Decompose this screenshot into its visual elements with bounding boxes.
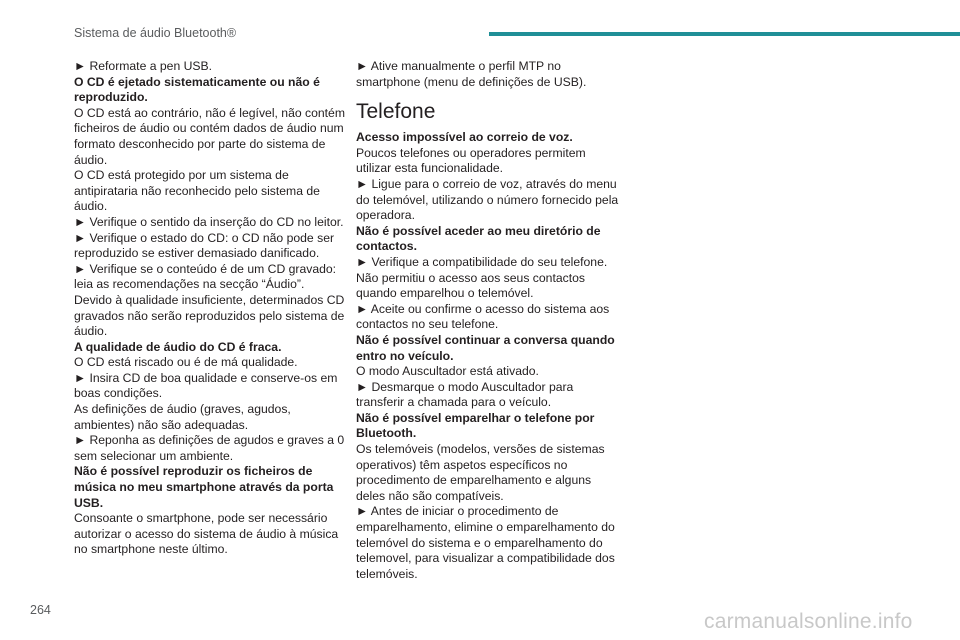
- question-heading: Não é possível emparelhar o telefone por Bluetooth.: [356, 410, 595, 441]
- question-heading: O CD é ejetado sistematicamente ou não é reproduzido.: [74, 74, 320, 105]
- paragraph: ► Antes de iniciar o procedimento de emparelhamento, elimine o emparelhamento do telemóvel do sistema e o emparelhamento do telemovel, para visualizar a compatibilidade dos telemóveis.: [356, 504, 615, 581]
- right-column-body: [356, 130, 622, 582]
- right-column-intro: [356, 59, 622, 90]
- paragraph: ► Desmarque o modo Auscultador para transferir a chamada para o veículo.: [356, 379, 574, 410]
- paragraph: O modo Auscultador está ativado.: [356, 364, 539, 379]
- paragraph: ► Ative manualmente o perfil MTP no smartphone (menu de definições de USB).: [356, 59, 587, 89]
- paragraph: Poucos telefones ou operadores permitem utilizar esta funcionalidade.: [356, 145, 586, 176]
- paragraph: ► Verifique o estado do CD: o CD não pode ser reproduzido se estiver demasiado danificado.: [74, 230, 335, 261]
- paragraph: ► Reponha as definições de agudos e graves a 0 sem selecionar um ambiente.: [74, 433, 345, 463]
- paragraph: ► Verifique se o conteúdo é de um CD gravado: leia as recomendações na secção “Áudio”.: [74, 261, 337, 292]
- question-heading: A qualidade de áudio do CD é fraca.: [74, 339, 282, 354]
- section-title: Telefone: [356, 100, 436, 124]
- watermark-text: carmanualsonline.info: [704, 610, 913, 633]
- question-heading: Não é possível reproduzir os ficheiros de música no meu smartphone através da porta USB.: [74, 464, 334, 510]
- question-heading: Não é possível continuar a conversa quando entro no veículo.: [356, 332, 615, 363]
- right-column: [356, 59, 622, 582]
- paragraph: ► Insira CD de boa qualidade e conserve-os em boas condições.: [74, 370, 338, 401]
- paragraph: O CD está ao contrário, não é legível, não contém ficheiros de áudio ou contém dados de áudio num formato desconhecido por parte do sistema de áudio.: [74, 105, 345, 167]
- page-header-title: Sistema de áudio Bluetooth®: [74, 26, 237, 40]
- question-heading: Não é possível aceder ao meu diretório de contactos.: [356, 223, 601, 254]
- left-column: [74, 59, 346, 558]
- header-accent-bar: [489, 32, 960, 36]
- page-number: 264: [30, 603, 51, 617]
- paragraph: O CD está protegido por um sistema de antipirataria não reconhecido pelo sistema de áudio.: [74, 168, 320, 214]
- paragraph: Consoante o smartphone, pode ser necessário autorizar o acesso do sistema de áudio à música no smartphone neste último.: [74, 511, 339, 557]
- paragraph: As definições de áudio (graves, agudos, ambientes) não são adequadas.: [74, 402, 291, 432]
- question-heading: Acesso impossível ao correio de voz.: [356, 130, 573, 145]
- paragraph: Não permitiu o acesso aos seus contactos quando emparelhou o telemóvel.: [356, 270, 585, 301]
- paragraph: ► Aceite ou confirme o acesso do sistema aos contactos no seu telefone.: [356, 301, 610, 332]
- paragraph: ► Verifique a compatibilidade do seu telefone.: [356, 254, 608, 269]
- paragraph: ► Verifique o sentido da inserção do CD no leitor.: [74, 214, 344, 229]
- paragraph: ► Reformate a pen USB.: [74, 59, 213, 73]
- paragraph: ► Ligue para o correio de voz, através do menu do telemóvel, utilizando o número fornecido pela operadora.: [356, 176, 619, 223]
- paragraph: Os telemóveis (modelos, versões de sistemas operativos) têm aspetos específicos no procedimento de emparelhamento e alguns deles não são compatíveis.: [356, 442, 605, 503]
- paragraph: O CD está riscado ou é de má qualidade.: [74, 355, 298, 370]
- paragraph: Devido à qualidade insuficiente, determinados CD gravados não serão reproduzidos pelo sistema de áudio.: [74, 292, 345, 339]
